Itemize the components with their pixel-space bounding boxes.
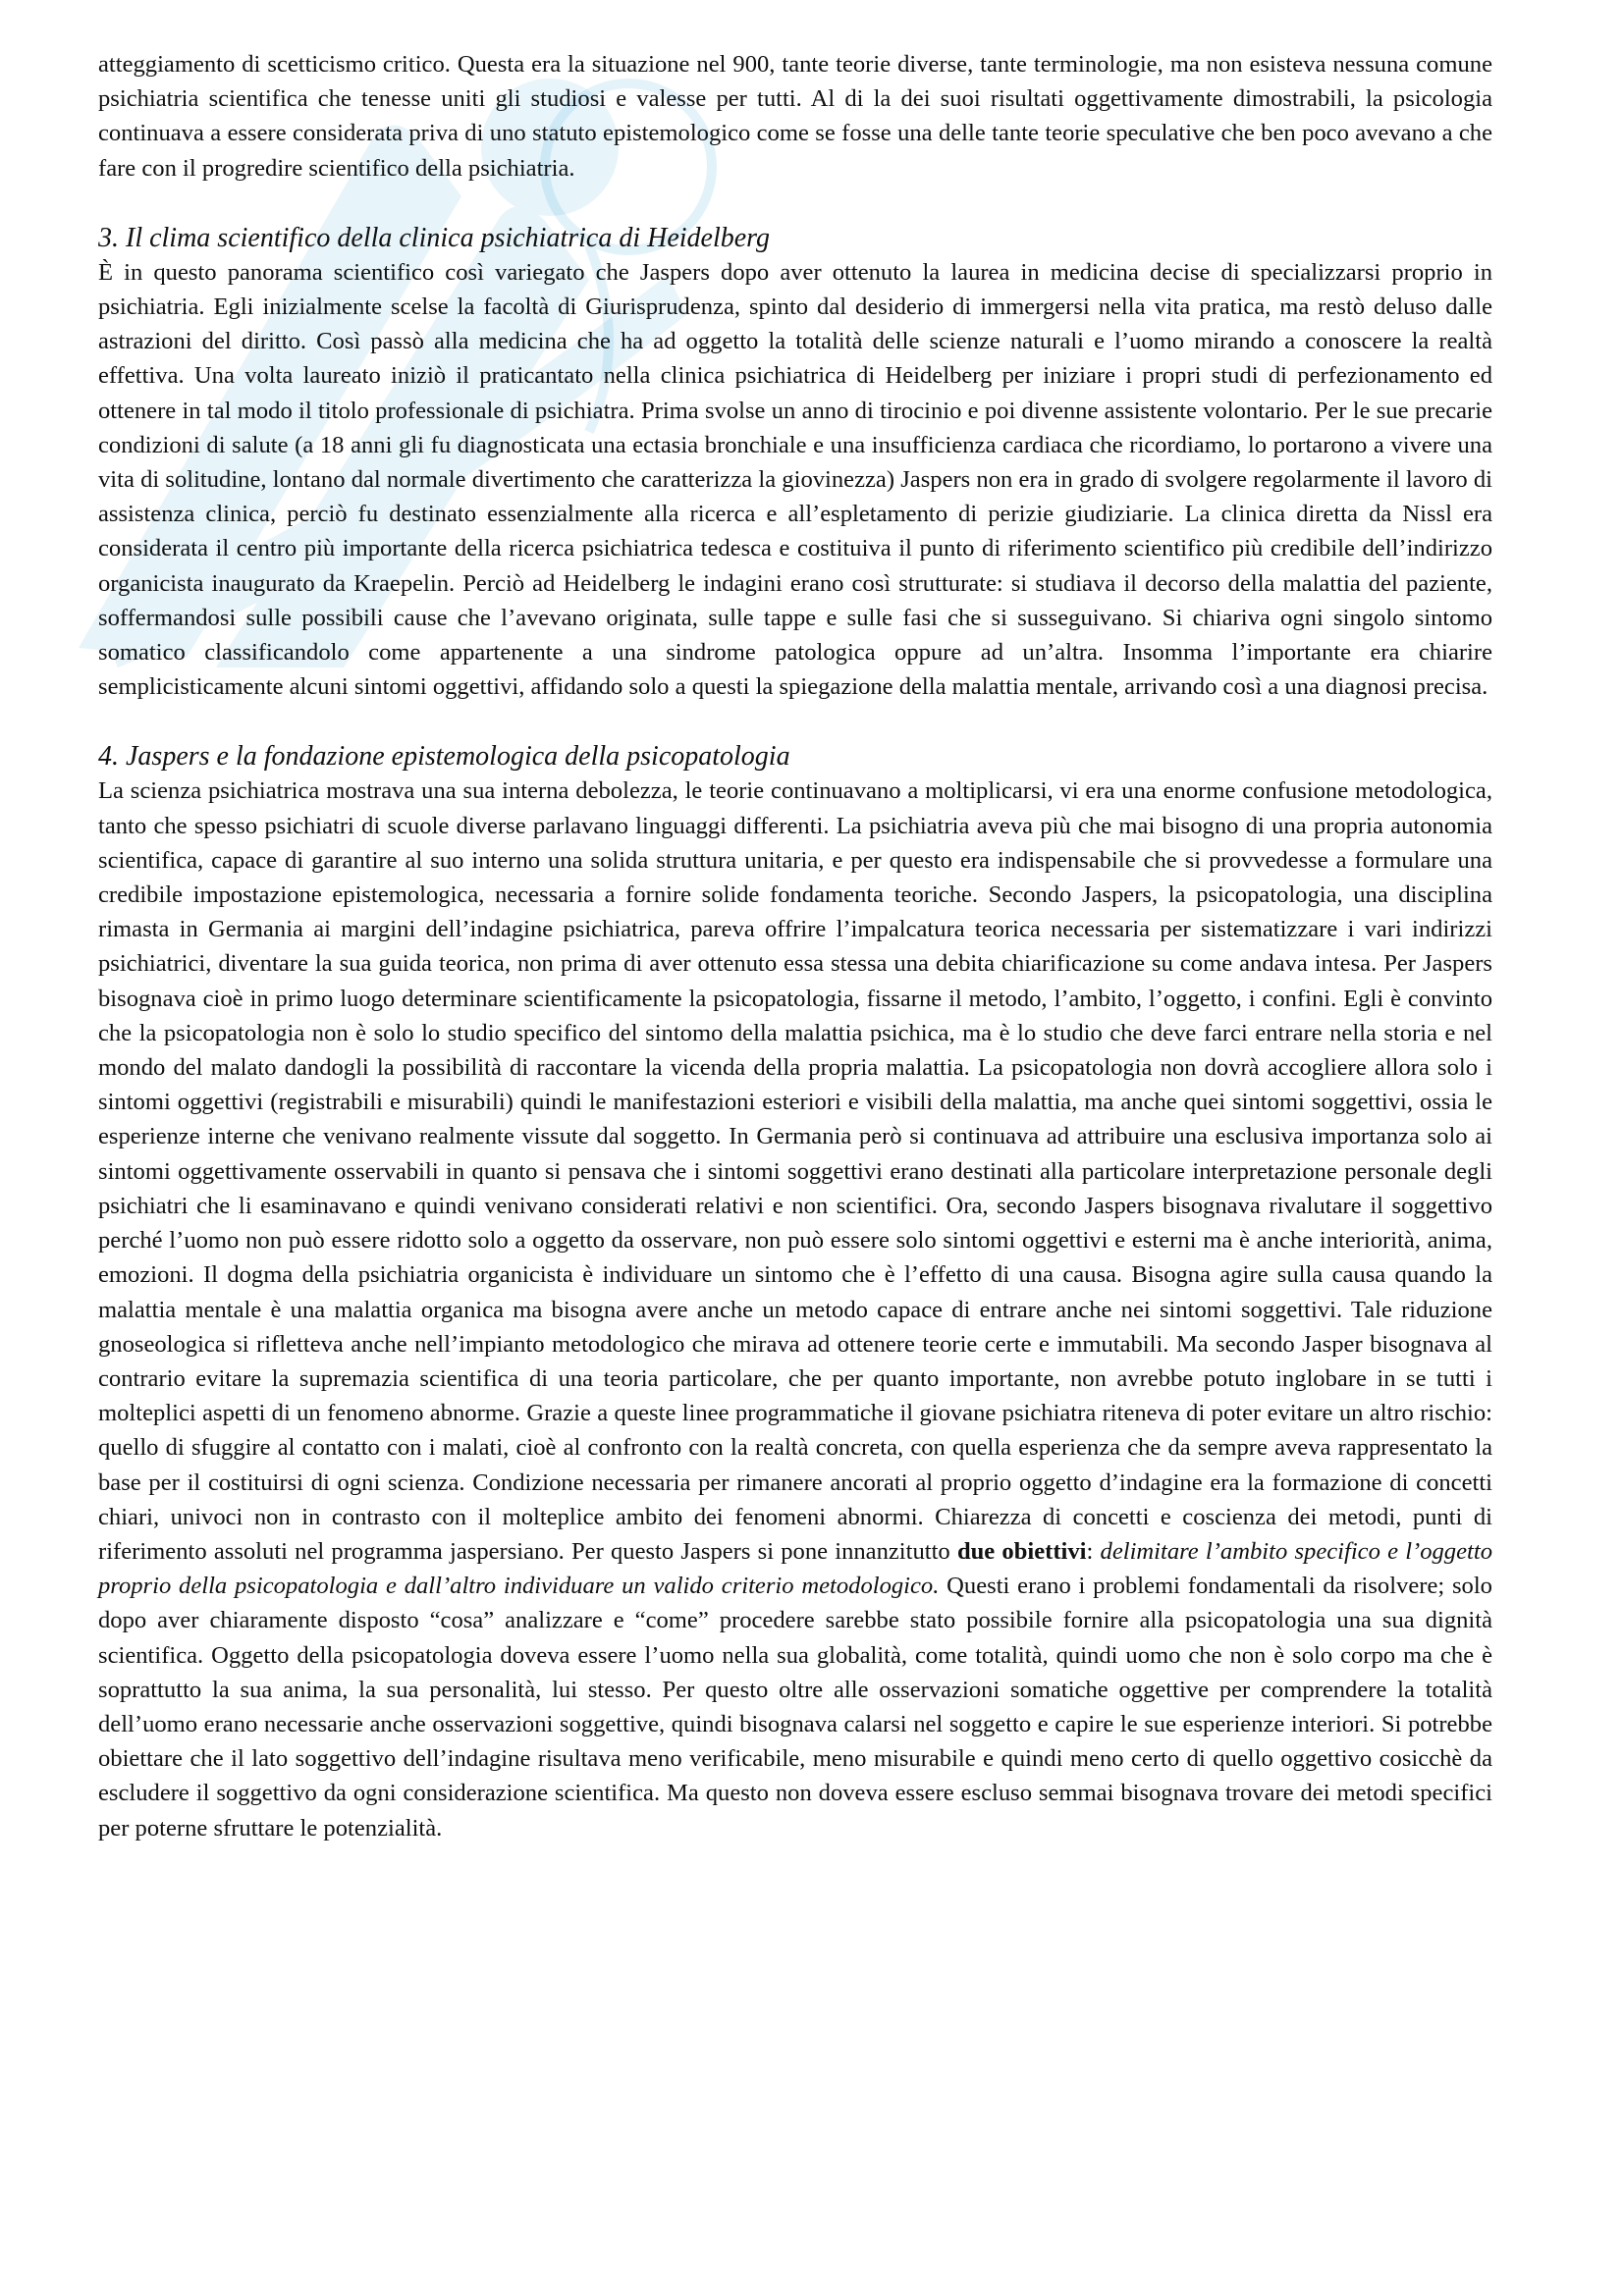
section-heading-3: 3. Il clima scientifico della clinica psichiatrica di Heidelberg: [98, 222, 771, 253]
paragraph-text-part: Questi erano i problemi fondamentali da risolvere; solo dopo aver chiaramente disposto “cosa” analizzare e “come” procedere sarebbe stato possibile fornire alla psicopatologia una sua dignità scientifica. Oggetto della psicopatologia doveva essere l’uomo nella sua globalità, come totalità, quindi uomo che non è solo corpo ma che è soprattutto la sua anima, la sua personalità, lui stesso. Per questo oltre alle osservazioni somatiche oggettive per comprendere la totalità dell’uomo erano necessarie anche osservazioni soggettive, quindi bisognava calarsi nel soggetto e capire le sue esperienze interiori. Si potrebbe obiettare che il lato soggettivo dell’indagine risultava meno verificabile, meno misurabile e quindi meno certo di quello oggettivo cosicchè da escludere il soggettivo da ogni considerazione scientifica. Ma questo non doveva essere escluso semmai bisognava trovare dei metodi specifici per poterne sfruttare le potenzialità.: [98, 1573, 1492, 1842]
document-body: [98, 47, 1492, 1845]
section-heading-4: 4. Jaspers e la fondazione epistemologica della psicopatologia: [98, 741, 790, 773]
paragraph-heidelberg: È in questo panorama scientifico così variegato che Jaspers dopo aver ottenuto la laurea in medicina decise di specializzarsi proprio in psichiatria. Egli inizialmente scelse la facoltà di Giurisprudenza, spinto dal desiderio di immergersi nella vita pratica, ma restò deluso dalle astrazioni del diritto. Così passò alla medicina che ha ad oggetto la totalità delle scienze naturali e l’uomo mirando a conoscere la realtà effettiva. Una volta laureato iniziò il praticantato nella clinica psichiatrica di Heidelberg per iniziare i propri studi di perfezionamento ed ottenere in tal modo il titolo professionale di psichiatra. Prima svolse un anno di tirocinio e poi divenne assistente volontario. Per le sue precarie condizioni di salute (a 18 anni gli fu diagnosticata una ectasia bronchiale e una insufficienza cardiaca che ricordiamo, lo portarono a vivere una vita di solitudine, lontano dal normale divertimento che caratterizza la giovinezza) Jaspers non era in grado di svolgere regolarmente il lavoro di assistenza clinica, perciò fu destinato essenzialmente alla ricerca e all’espletamento di perizie giudiziarie. La clinica diretta da Nissl era considerata il centro più importante della ricerca psichiatrica tedesca e costituiva il punto di riferimento scientifico più credibile dell’indirizzo organicista inaugurato da Kraepelin. Perciò ad Heidelberg le indagini erano così strutturate: si studiava il decorso della malattia del paziente, soffermandosi sulle possibili cause che l’avevano originata, sulle tappe e sulle fasi che si susseguivano. Si chiariva ogni singolo sintomo somatico classificandolo come appartenente a una sindrome patologica oppure ad un’altra. Insomma l’importante era chiarire semplicisticamente alcuni sintomi oggettivi, affidando solo a questi la spiegazione della malattia mentale, arrivando così a una diagnosi precisa.: [98, 258, 1492, 701]
bold-phrase: due obiettivi: [956, 1537, 1087, 1565]
paragraph-text-part: La scienza psichiatrica mostrava una sua interna debolezza, le teorie continuavano a moltiplicarsi, vi era una enorme confusione metodologica, tanto che spesso psichiatri di scuole diverse parlavano linguaggi differenti. La psichiatria aveva più che mai bisogno di una propria autonomia scientifica, capace di garantire al suo interno una solida struttura unitaria, e per questo era indispensabile che si provvedesse a formulare una credibile impostazione epistemologica, necessaria a fornire solide fondamenta teoriche. Secondo Jaspers, la psicopatologia, una disciplina rimasta in Germania ai margini dell’indagine psichiatrica, pareva offrire l’impalcatura teorica necessaria per sistematizzare i vari indirizzi psichiatrici, diventare la sua guida teorica, non prima di aver ottenuto essa stessa una debita chiarificazione su come andava intesa. Per Jaspers bisognava cioè in primo luogo determinare scientificamente la psicopatologia, fissarne il metodo, l’ambito, l’oggetto, i confini. Egli è convinto che la psicopatologia non è solo lo studio specifico del sintomo della malattia psichica, ma è lo studio che deve farci entrare nella storia e nel mondo del malato dandogli la possibilità di raccontare la vicenda della propria malattia. La psicopatologia non dovrà accogliere allora solo i sintomi oggettivi (registrabili e misurabili) quindi le manifestazioni esteriori e visibili della malattia, ma anche quei sintomi soggettivi, ossia le esperienze interne che venivano realmente vissute dal soggetto. In Germania però si continuava ad attribuire una esclusiva importanza solo ai sintomi oggettivamente osservabili in quanto si pensava che i sintomi soggettivi erano destinati alla particolare interpretazione personale degli psichiatri che li esaminavano e quindi venivano considerati relativi e non scientifici. Ora, secondo Jaspers bisognava rivalutare il soggettivo perché l’uomo non può essere ridotto solo a oggetto da osservare, non può essere solo sintomi oggettivi e esterni ma è anche interiorità, anima, emozioni. Il dogma della psichiatria organicista è individuare un sintomo che è l’effetto di una causa. Bisogna agire sulla causa quando la malattia mentale è una malattia organica ma bisogna avere anche un metodo capace di entrare anche nei sintomi soggettivi. Tale riduzione gnoseologica si rifletteva anche nell’impianto metodologico che mirava ad ottenere teorie certe e immutabili. Ma secondo Jasper bisognava al contrario evitare la supremazia scientifica di una teoria particolare, che per quanto importante, non avrebbe potuto inglobare in se tutti i molteplici aspetti di un fenomeno abnorme. Grazie a queste linee programmatiche il giovane psichiatra riteneva di poter evitare un altro rischio: quello di sfuggire al contatto con i malati, cioè al confronto con la realtà concreta, con quella esperienza che da sempre aveva rappresentato la base per il costituirsi di ogni scienza. Condizione necessaria per rimanere ancorati al proprio oggetto d’indagine era la formazione di concetti chiari, univoci non in contrasto con il molteplice ambito dei fenomeni abnormi. Chiarezza di concetti e coscienza dei metodi, punti di riferimento assoluti nel programma jaspersiano. Per questo Jaspers si pone innanzitutto: [98, 777, 1492, 1565]
paragraph-psicopatologia: [98, 774, 1492, 1844]
paragraph-intro: atteggiamento di scetticismo critico. Questa era la situazione nel 900, tante teorie diverse, tante terminologie, ma non esisteva nessuna comune psichiatria scientifica che tenesse uniti gli studiosi e valesse per tutti. Al di la dei suoi risultati oggettivamente dimostrabili, la psicologia continuava a essere considerata priva di uno statuto epistemologico come se fosse una delle tante teorie speculative che ben poco avevano a che fare con il progredire scientifico della psichiatria.: [98, 51, 1492, 182]
paragraph-text-part: :: [1086, 1537, 1101, 1565]
italic-phrase: delimitare l’ambito specifico e l’oggetto proprio della psicopatologia e dall’altro individuare un valido criterio metodologico.: [98, 1537, 1492, 1600]
